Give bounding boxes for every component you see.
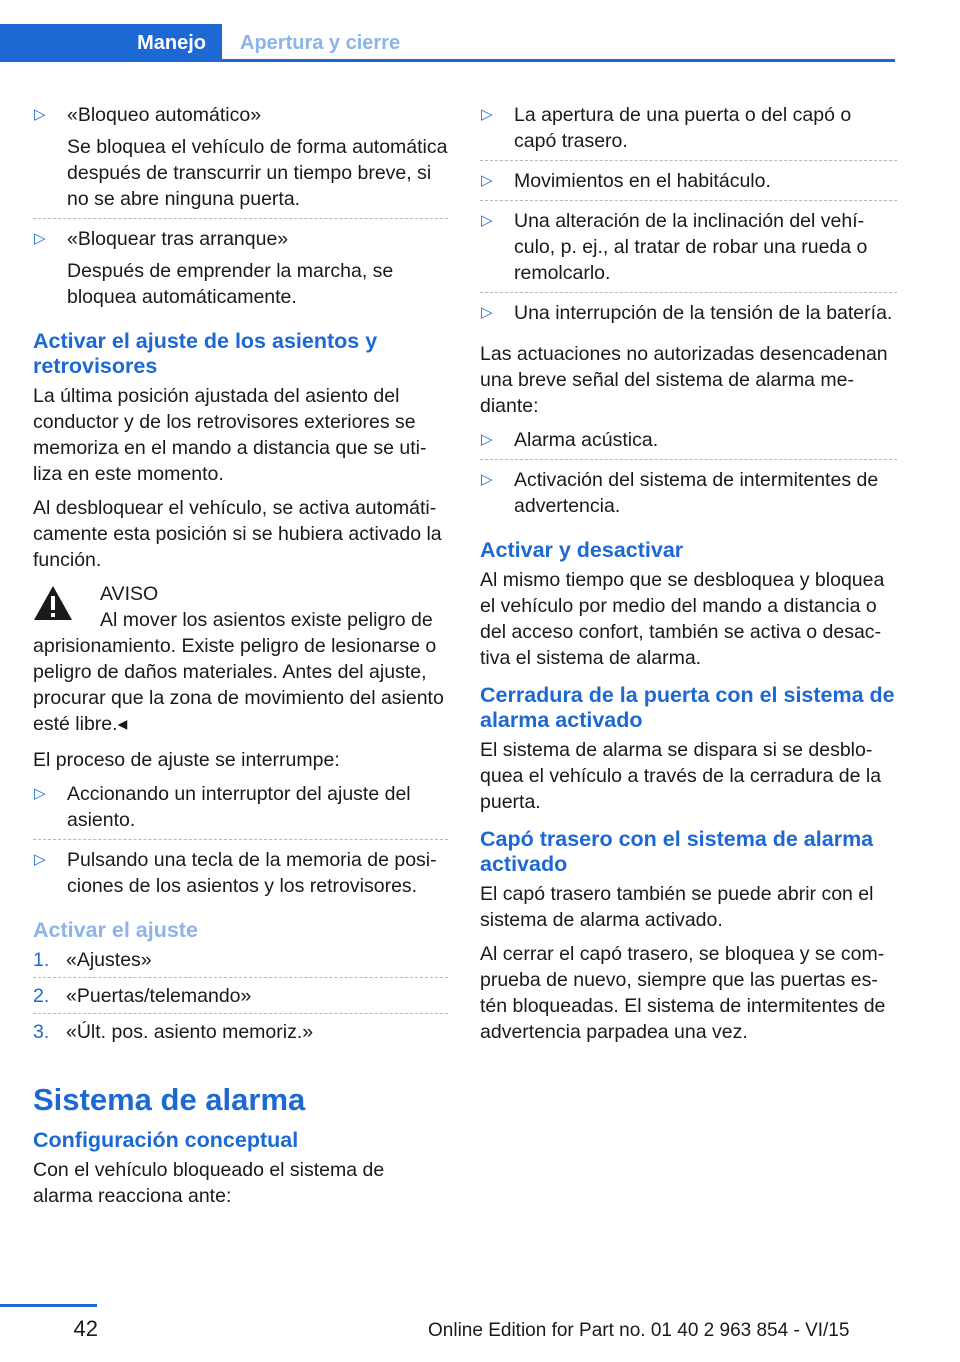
triangle-bullet-icon: ▷ xyxy=(481,172,493,189)
list-item xyxy=(480,427,897,460)
page-number: 42 xyxy=(73,1316,98,1341)
list-item-title: «Bloqueo automático» xyxy=(67,104,262,126)
list-item xyxy=(480,300,897,333)
heading-on-off: Activar y desactivar xyxy=(480,538,684,562)
step-number: 3. xyxy=(33,1021,50,1043)
paragraph: Al cerrar el capó trasero, se bloquea y se comprueba de nuevo, siempre que las puertas estén bloqueadas. El sistema de intermitentes de advertencia parpadea una vez. xyxy=(480,943,886,1043)
paragraph: Con el vehículo bloqueado el sistema de alarma reacciona ante: xyxy=(33,1159,385,1207)
paragraph: El capó trasero también se puede abrir con el sistema de alarma activado. xyxy=(480,883,874,931)
list-item-text: Movimientos en el habitáculo. xyxy=(514,170,771,192)
warning-box xyxy=(33,581,448,737)
auto-lock-list xyxy=(33,102,448,317)
subsection-tab: Apertura y cierre xyxy=(240,31,401,54)
triangle-bullet-icon: ▷ xyxy=(481,304,493,321)
edition-note: Online Edition for Part no. 01 40 2 963 854 - VI/15 xyxy=(428,1320,850,1341)
list-item-text: Una alteración de la inclinación del vehículo, p. ej., al tratar de robar una rueda o remolcarlo. xyxy=(514,210,868,284)
step-item xyxy=(33,983,448,1014)
triangle-bullet-icon: ▷ xyxy=(481,431,493,448)
paragraph: El proceso de ajuste se interrumpe: xyxy=(33,749,340,771)
list-item-text: Alarma acústica. xyxy=(514,429,659,451)
heading-door-lock: Cerradura de la puerta con el sistema de alarma activado xyxy=(480,683,895,732)
list-item xyxy=(480,208,897,293)
list-item xyxy=(480,467,897,526)
heading-trunk: Capó trasero con el sistema de alarma activado xyxy=(480,827,874,876)
page-header xyxy=(0,24,895,62)
section-tab: Manejo xyxy=(0,24,222,62)
right-column xyxy=(480,102,897,1053)
list-item xyxy=(33,226,448,317)
paragraph: La última posición ajustada del asiento del conductor y de los retrovisores exteriores se memoriza en el mando a distancia que se utiliza en este momento. xyxy=(33,385,427,485)
step-number: 2. xyxy=(33,985,50,1007)
list-item-text: Se bloquea el vehículo de forma automática después de transcurrir un tiempo breve, si no se abre ninguna puerta. xyxy=(67,136,448,210)
list-item-text: Accionando un interruptor del ajuste del asiento. xyxy=(67,783,411,831)
step-item xyxy=(33,947,448,978)
paragraph: Al desbloquear el vehículo, se activa automáticamente esta posición si se hubiera activado la función. xyxy=(33,497,442,571)
step-number: 1. xyxy=(33,949,50,971)
heading-activate: Activar el ajuste xyxy=(33,918,198,942)
interrupt-list xyxy=(33,781,448,906)
warning-triangle-icon xyxy=(33,585,73,621)
triangle-bullet-icon: ▷ xyxy=(481,106,493,123)
list-item xyxy=(480,102,897,161)
step-item xyxy=(33,1019,448,1050)
triangle-bullet-icon: ▷ xyxy=(481,212,493,229)
triangle-bullet-icon: ▷ xyxy=(34,230,46,247)
list-item-text: Después de emprender la marcha, se bloquea automáticamente. xyxy=(67,260,394,308)
paragraph: El sistema de alarma se dispara si se desbloquea el vehículo a través de la cerradura de la puerta. xyxy=(480,739,882,813)
list-item-text: Pulsando una tecla de la memoria de posiciones de los asientos y los retrovisores. xyxy=(67,849,437,897)
step-text: «Puertas/telemando» xyxy=(66,985,252,1007)
list-item xyxy=(480,168,897,201)
heading-seats: Activar el ajuste de los asientos y retrovisores xyxy=(33,329,378,378)
warning-text: aprisionamiento. Existe peligro de lesionarse o peligro de daños materiales. Antes del ajuste, procurar que la zona de movimiento del asiento esté libre.◂ xyxy=(33,635,444,735)
warning-line: Al mover los asientos existe peligro de xyxy=(100,609,433,631)
steps-list xyxy=(33,947,448,1050)
paragraph: Las actuaciones no autorizadas desencadenan una breve señal del sistema de alarma mediante: xyxy=(480,343,888,417)
list-item xyxy=(33,847,448,906)
heading-concept: Configuración conceptual xyxy=(33,1128,299,1152)
footer-rule xyxy=(0,1304,97,1307)
step-text: «Ajustes» xyxy=(66,949,152,971)
list-item-title: «Bloquear tras arranque» xyxy=(67,228,289,250)
list-item xyxy=(33,781,448,840)
list-item-text: La apertura de una puerta o del capó o capó trasero. xyxy=(514,104,852,152)
header-rule xyxy=(0,59,895,62)
signal-list xyxy=(480,427,897,526)
list-item xyxy=(33,102,448,219)
triangle-bullet-icon: ▷ xyxy=(34,106,46,123)
step-text: «Últ. pos. asiento memoriz.» xyxy=(66,1021,314,1043)
list-item-text: Una interrupción de la tensión de la batería. xyxy=(514,302,893,324)
triangle-bullet-icon: ▷ xyxy=(34,851,46,868)
left-column xyxy=(33,102,448,1217)
trigger-list xyxy=(480,102,897,333)
heading-alarm-system: Sistema de alarma xyxy=(33,1082,306,1117)
triangle-bullet-icon: ▷ xyxy=(481,471,493,488)
list-item-text: Activación del sistema de intermitentes de advertencia. xyxy=(514,469,879,517)
warning-title: AVISO xyxy=(100,583,159,605)
triangle-bullet-icon: ▷ xyxy=(34,785,46,802)
paragraph: Al mismo tiempo que se desbloquea y bloquea el vehículo por medio del mando a distancia o del acceso confort, también se activa o desactiva el sistema de alarma. xyxy=(480,569,885,669)
